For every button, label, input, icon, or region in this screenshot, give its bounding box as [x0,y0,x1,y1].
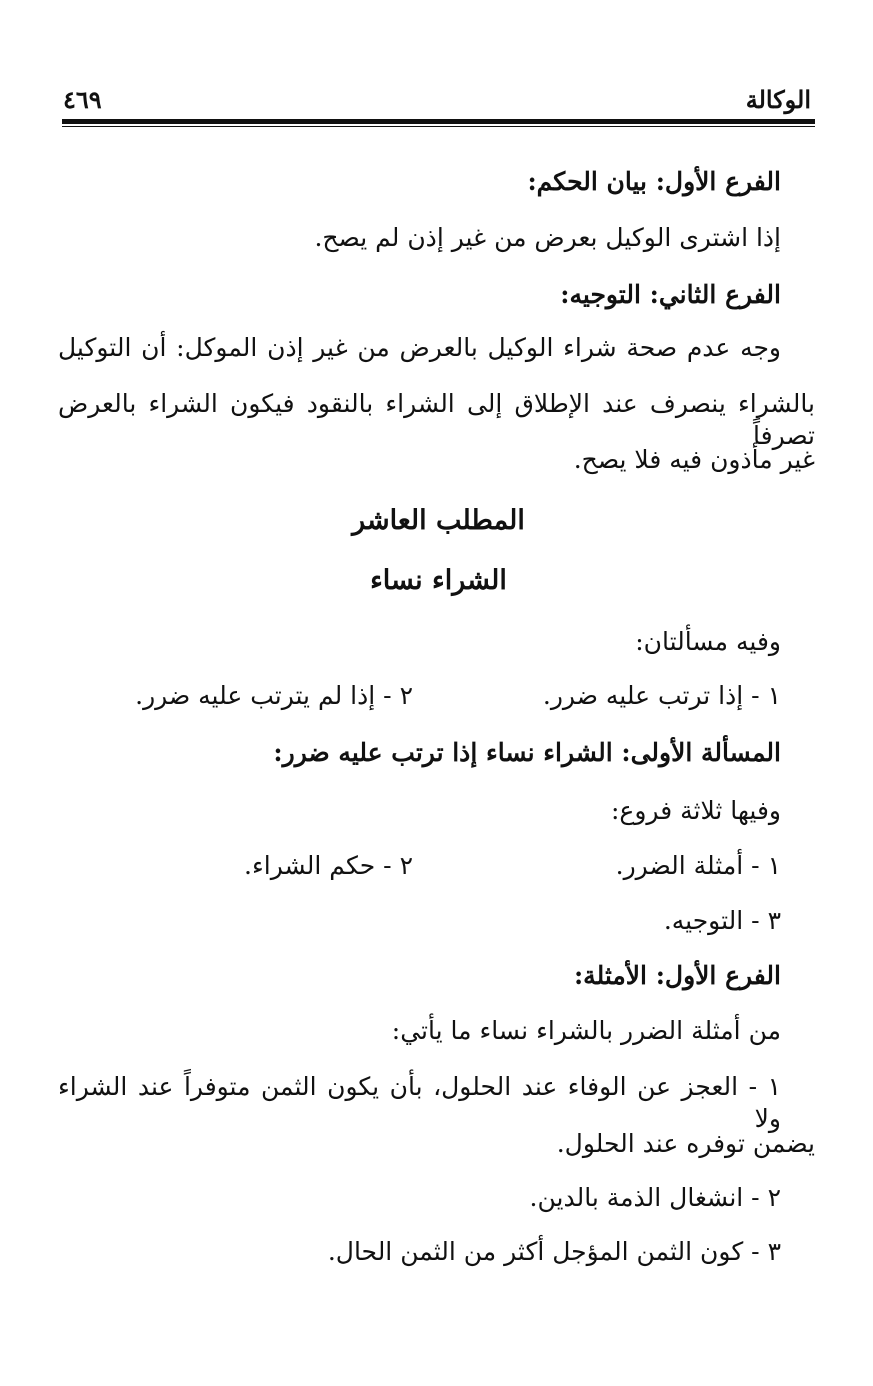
issue-item-1: ١ - إذا ترتب عليه ضرر. [542,681,781,710]
branch-item-2: ٢ - حكم الشراء. [244,851,413,880]
branch-number: ٢ [399,851,413,880]
issue-number: ٢ [399,681,413,710]
header-rule-thin [62,126,815,127]
branch-number: ٣ [767,906,781,935]
section-title: الشراء نساء [370,565,507,596]
header-rule-thick [62,119,815,124]
branch-number: ١ [767,851,781,880]
intro-text: وفيه مسألتان: [635,627,781,656]
branch2-line-1: وجه عدم صحة شراء الوكيل بالعرض من غير إذن الموكل: أن التوكيل [58,333,781,362]
example-1-line-1: ١ - العجز عن الوفاء عند الحلول، بأن يكون الثمن متوفراً عند الشراء ولا [58,1072,781,1133]
examples-intro: من أمثلة الضرر بالشراء نساء ما يأتي: [391,1016,781,1045]
branch1-text: إذا اشترى الوكيل بعرض من غير إذن لم يصح. [314,223,781,252]
issue1-intro: وفيها ثلاثة فروع: [611,796,781,825]
branch-item-3: ٣ - التوجيه. [663,906,781,935]
branch-text: حكم الشراء. [244,851,376,880]
examples-heading: الفرع الأول: الأمثلة: [573,961,781,990]
branch-text: التوجيه. [663,906,744,935]
issue1-heading: المسألة الأولى: الشراء نساء إذا ترتب عليه ضرر: [273,738,781,767]
example-1-line-2: يضمن توفره عند الحلول. [556,1129,815,1158]
branch2-heading: الفرع الثاني: التوجيه: [560,280,781,309]
issue-number: ١ [767,681,781,710]
issue-text: إذا ترتب عليه ضرر. [542,681,744,710]
issue-item-2: ٢ - إذا لم يترتب عليه ضرر. [135,681,413,710]
issue-text: إذا لم يترتب عليه ضرر. [135,681,376,710]
page-number: ٤٦٩ [63,85,102,114]
example-2: ٢ - انشغال الذمة بالدين. [529,1183,781,1212]
running-header-title: الوكالة [745,85,811,114]
example-3: ٣ - كون الثمن المؤجل أكثر من الثمن الحال. [327,1237,781,1266]
section-heading: المطلب العاشر [352,505,525,536]
branch1-heading: الفرع الأول: بيان الحكم: [527,167,781,196]
branch-item-1: ١ - أمثلة الضرر. [615,851,781,880]
branch2-line-2: بالشراء ينصرف عند الإطلاق إلى الشراء بالنقود فيكون الشراء بالعرض تصرفاً [58,389,815,450]
branch-text: أمثلة الضرر. [615,851,744,880]
branch2-line-3: غير مأذون فيه فلا يصح. [573,445,815,474]
